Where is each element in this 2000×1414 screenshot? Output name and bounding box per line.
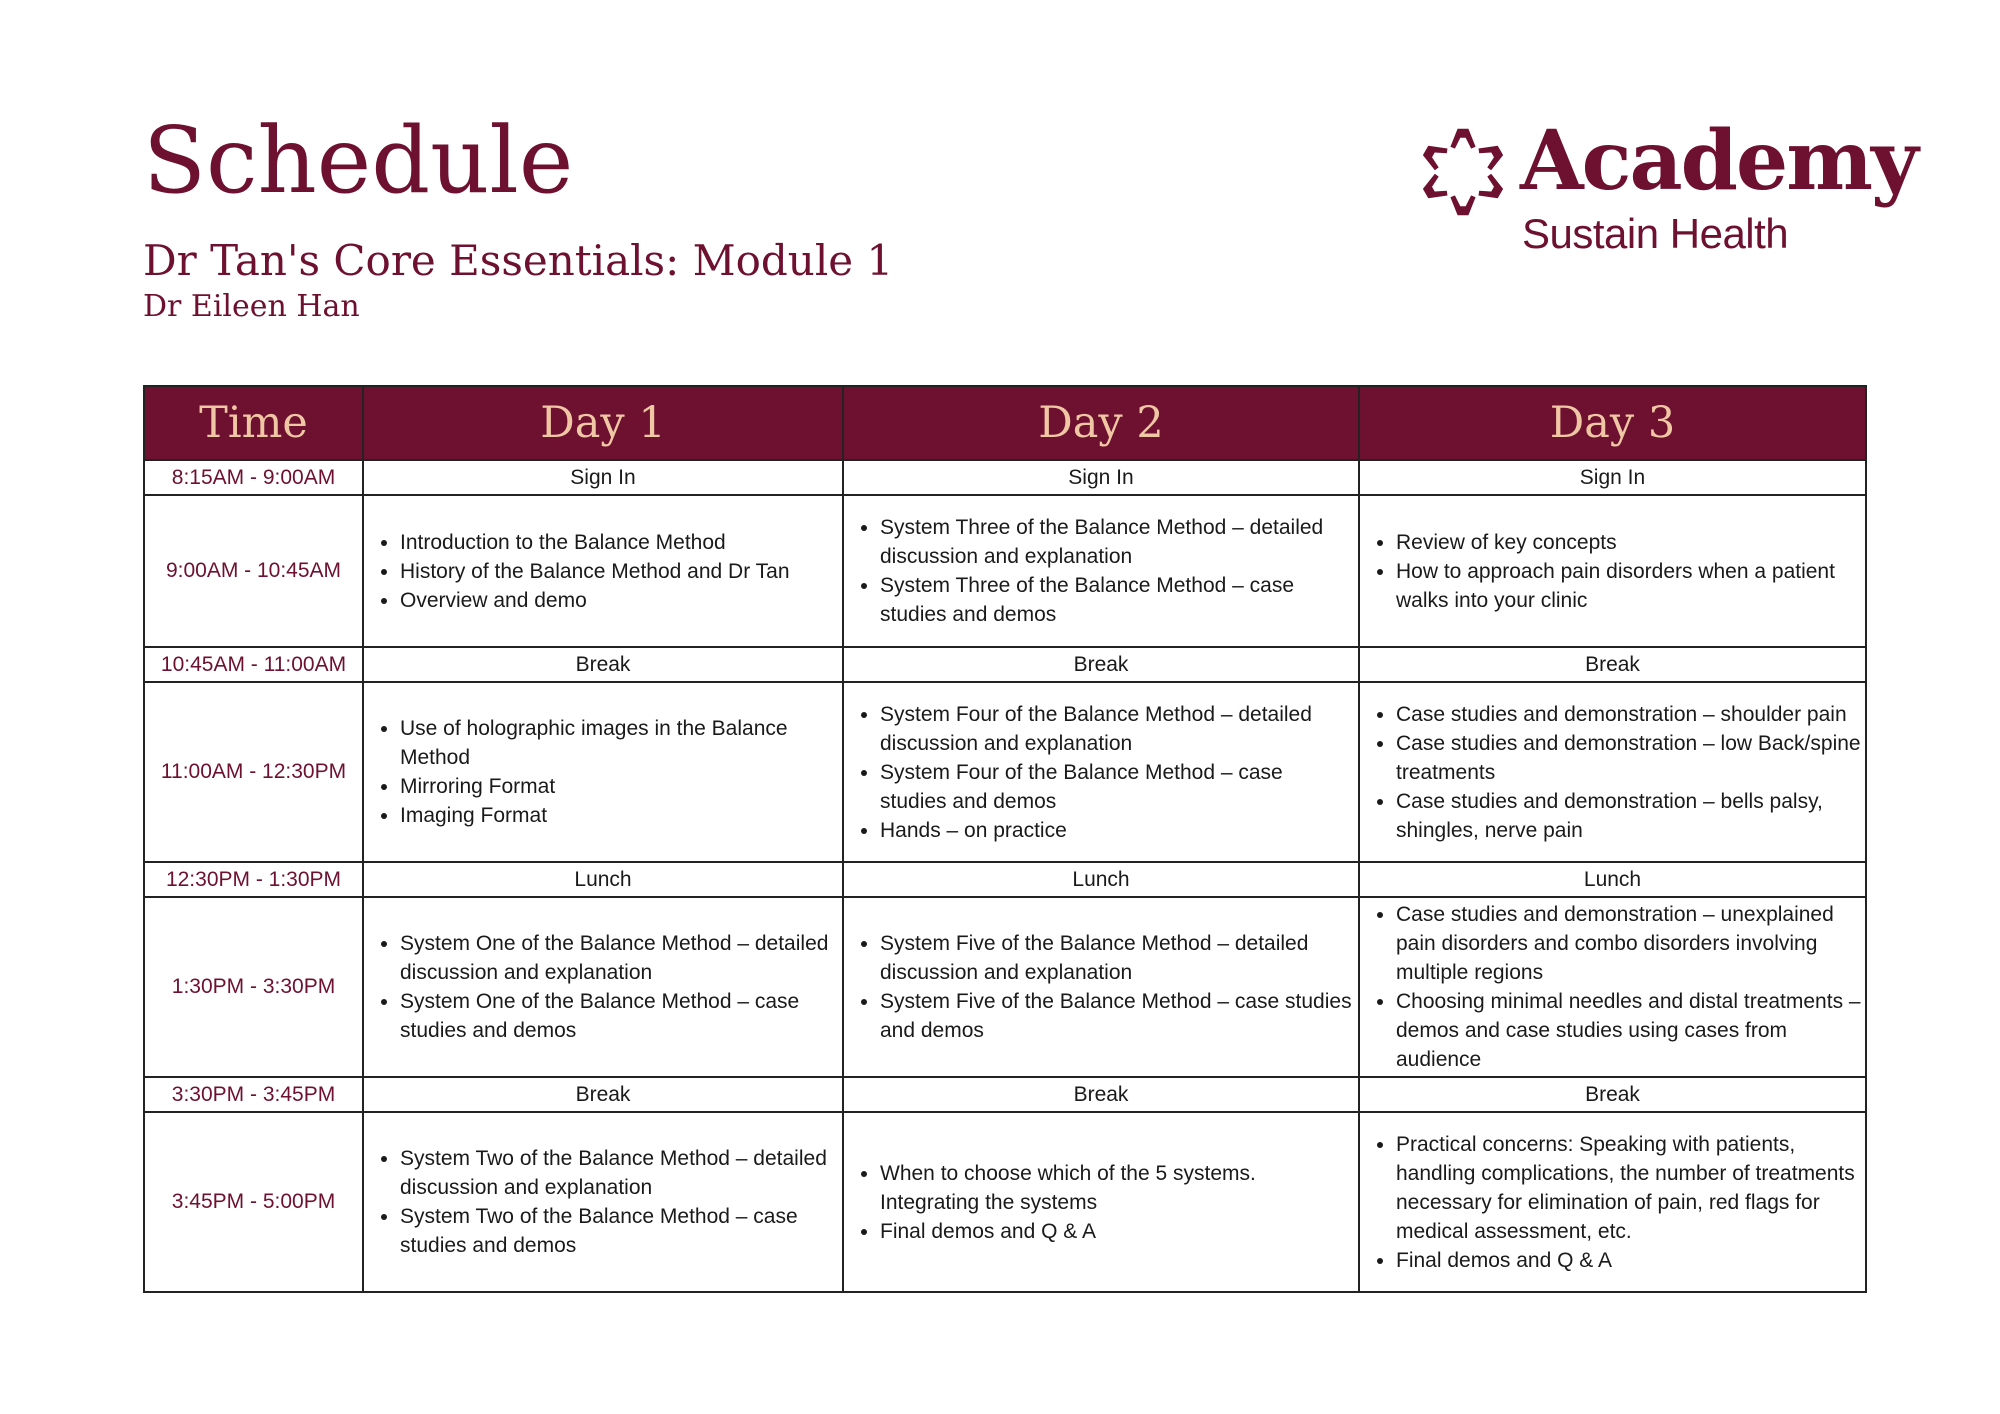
schedule-cell: Break <box>363 1077 843 1112</box>
time-cell: 9:00AM - 10:45AM <box>144 495 363 647</box>
table-row <box>144 1112 1866 1292</box>
list-item: • Imaging Format <box>400 801 838 830</box>
list-item: • Choosing minimal needles and distal treatments – demos and case studies using cases from audience <box>1396 987 1861 1074</box>
table-row <box>144 647 1866 682</box>
table-row <box>144 862 1866 897</box>
list-item: • How to approach pain disorders when a patient walks into your clinic <box>1396 557 1861 615</box>
schedule-cell <box>1359 495 1866 647</box>
list-item: • Case studies and demonstration – shoulder pain <box>1396 700 1861 729</box>
list-item: • System Three of the Balance Method – detailed discussion and explanation <box>880 513 1354 571</box>
schedule-cell: Sign In <box>843 460 1359 495</box>
time-cell: 10:45AM - 11:00AM <box>144 647 363 682</box>
list-item: • System Five of the Balance Method – detailed discussion and explanation <box>880 929 1354 987</box>
schedule-cell <box>843 495 1359 647</box>
flower-logo-icon <box>1418 125 1508 219</box>
list-item: • System Two of the Balance Method – detailed discussion and explanation <box>400 1144 838 1202</box>
list-item: • Case studies and demonstration – bells palsy, shingles, nerve pain <box>1396 787 1861 845</box>
logo-subtitle: Sustain Health <box>1522 210 1789 257</box>
time-cell: 3:30PM - 3:45PM <box>144 1077 363 1112</box>
list-item: • Review of key concepts <box>1396 528 1861 557</box>
schedule-cell: Break <box>1359 1077 1866 1112</box>
list-item: • Overview and demo <box>400 586 838 615</box>
academy-logo <box>1418 113 1917 260</box>
time-cell: 8:15AM - 9:00AM <box>144 460 363 495</box>
schedule-cell <box>363 495 843 647</box>
page-title: Schedule <box>143 107 574 214</box>
time-cell: 1:30PM - 3:30PM <box>144 897 363 1077</box>
list-item: • Practical concerns: Speaking with patients, handling complications, the number of treatments necessary for elimination of pain, red flags for medical assessment, etc. <box>1396 1130 1861 1246</box>
schedule-cell: Break <box>843 1077 1359 1112</box>
table-row <box>144 897 1866 1077</box>
schedule-cell: Lunch <box>843 862 1359 897</box>
list-item: • Final demos and Q & A <box>880 1217 1354 1246</box>
course-title: Dr Tan's Core Essentials: Module 1 <box>143 236 894 285</box>
schedule-cell <box>1359 1112 1866 1292</box>
table-row <box>144 682 1866 862</box>
schedule-table <box>143 385 1867 1293</box>
schedule-cell <box>1359 682 1866 862</box>
list-item: • Use of holographic images in the Balance Method <box>400 714 838 772</box>
logo-wordmark: Academy <box>1520 113 1917 209</box>
list-item: • System Five of the Balance Method – case studies and demos <box>880 987 1354 1045</box>
list-item: • System Three of the Balance Method – case studies and demos <box>880 571 1354 629</box>
time-cell: 12:30PM - 1:30PM <box>144 862 363 897</box>
list-item: • System Four of the Balance Method – case studies and demos <box>880 758 1354 816</box>
schedule-cell <box>363 1112 843 1292</box>
list-item: • Case studies and demonstration – unexplained pain disorders and combo disorders involving multiple regions <box>1396 900 1861 987</box>
schedule-cell <box>843 1112 1359 1292</box>
header-day-1: Day 1 <box>363 386 843 460</box>
list-item: • History of the Balance Method and Dr Tan <box>400 557 838 586</box>
schedule-cell <box>1359 897 1866 1077</box>
header-day-3: Day 3 <box>1359 386 1866 460</box>
schedule-cell <box>363 897 843 1077</box>
table-row <box>144 1077 1866 1112</box>
list-item: • Case studies and demonstration – low Back/spine treatments <box>1396 729 1861 787</box>
list-item: • Introduction to the Balance Method <box>400 528 838 557</box>
list-item: • System One of the Balance Method – case studies and demos <box>400 987 838 1045</box>
schedule-cell: Lunch <box>1359 862 1866 897</box>
list-item: • System Two of the Balance Method – case studies and demos <box>400 1202 838 1260</box>
instructor-name: Dr Eileen Han <box>143 289 360 324</box>
schedule-cell <box>843 682 1359 862</box>
list-item: • System One of the Balance Method – detailed discussion and explanation <box>400 929 838 987</box>
table-row <box>144 460 1866 495</box>
list-item: • When to choose which of the 5 systems. Integrating the systems <box>880 1159 1354 1217</box>
schedule-cell <box>363 682 843 862</box>
list-item: • System Four of the Balance Method – detailed discussion and explanation <box>880 700 1354 758</box>
schedule-cell: Break <box>363 647 843 682</box>
list-item: • Hands – on practice <box>880 816 1354 845</box>
list-item: • Final demos and Q & A <box>1396 1246 1861 1275</box>
schedule-cell: Sign In <box>1359 460 1866 495</box>
schedule-cell: Break <box>1359 647 1866 682</box>
schedule-cell: Lunch <box>363 862 843 897</box>
schedule-cell: Break <box>843 647 1359 682</box>
header-day-2: Day 2 <box>843 386 1359 460</box>
time-cell: 3:45PM - 5:00PM <box>144 1112 363 1292</box>
schedule-cell <box>843 897 1359 1077</box>
table-header-row <box>144 386 1866 460</box>
schedule-cell: Sign In <box>363 460 843 495</box>
header-time: Time <box>144 386 363 460</box>
list-item: • Mirroring Format <box>400 772 838 801</box>
table-row <box>144 495 1866 647</box>
time-cell: 11:00AM - 12:30PM <box>144 682 363 862</box>
